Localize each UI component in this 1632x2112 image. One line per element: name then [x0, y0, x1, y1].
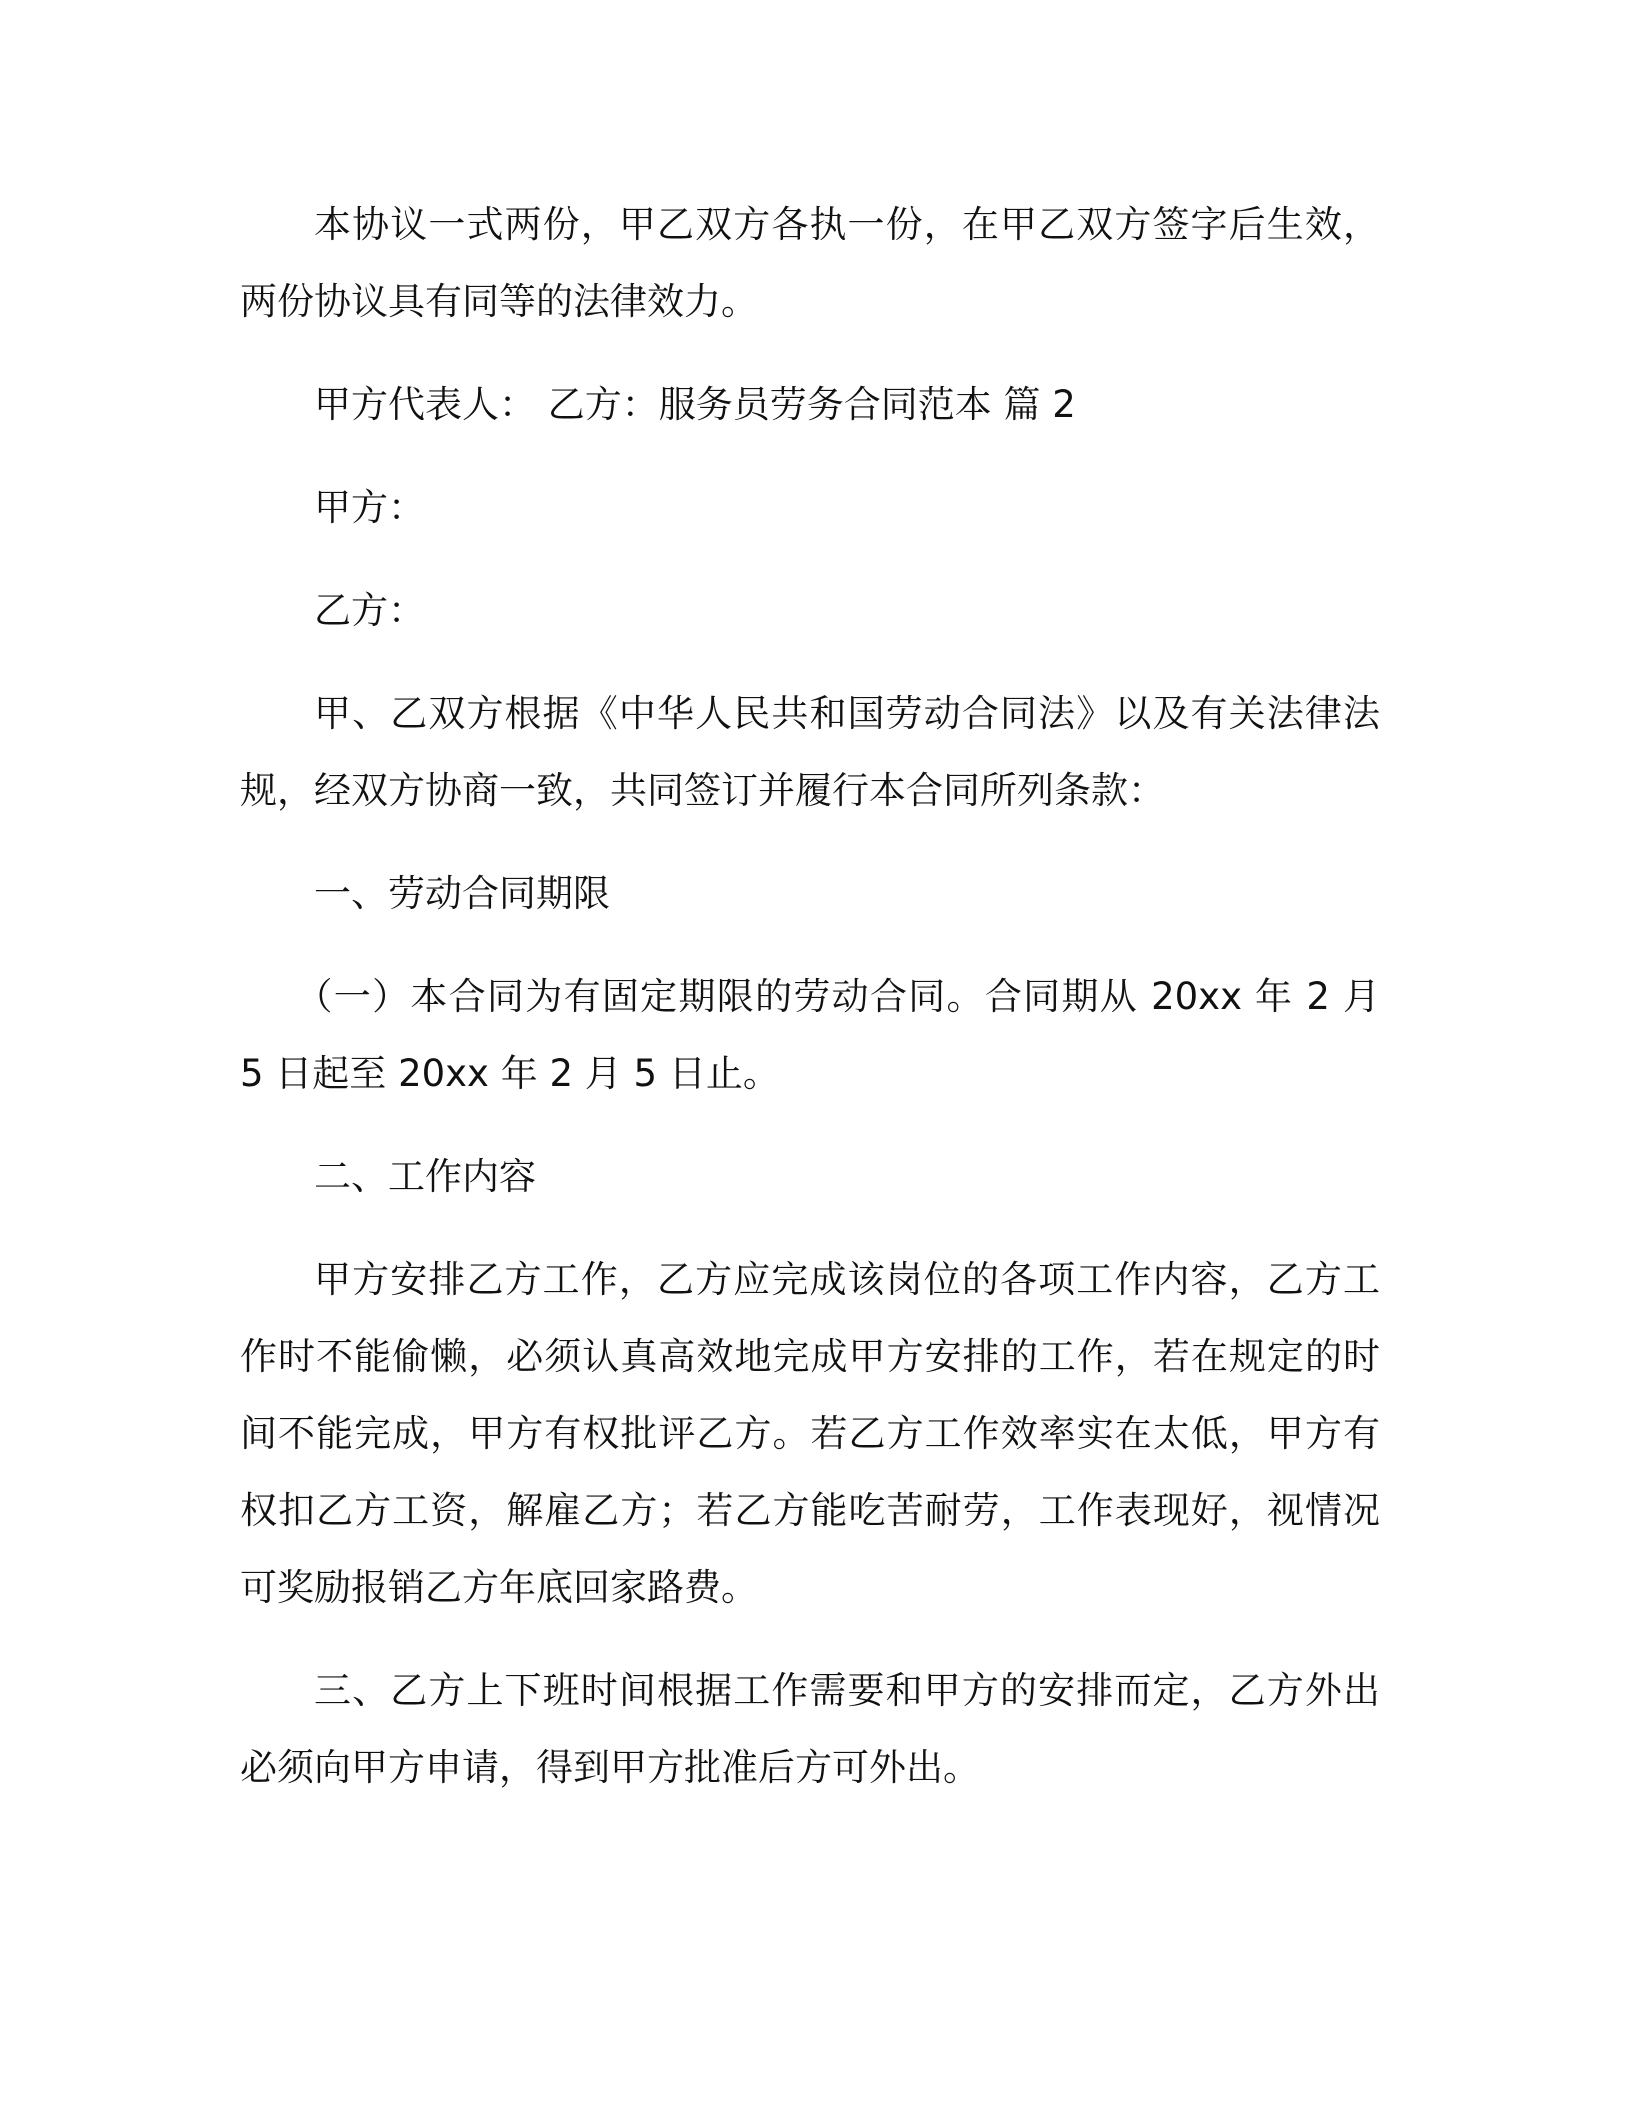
- signature-line: 甲方代表人： 乙方：服务员劳务合同范本 篇 2: [314, 383, 1076, 426]
- party-b-line: 乙方：: [314, 589, 425, 632]
- work-content-paragraph: 甲方安排乙方工作，乙方应完成该岗位的各项工作内容，乙方工作时不能偷懒，必须认真高效地完成甲方安排的工作，若在规定的时间不能完成，甲方有权批评乙方。若乙方工作效率实在太低，甲方有权扣乙方工资，解雇乙方；若乙方能吃苦耐劳，工作表现好，视情况可奖励报销乙方年底回家路费。: [240, 1258, 1380, 1609]
- party-a-line: 甲方：: [314, 486, 425, 529]
- contract-term-paragraph: （一）本合同为有固定期限的劳动合同。合同期从 20xx 年 2 月 5 日起至 20xx 年 2 月 5 日止。: [240, 975, 1380, 1095]
- section-3-paragraph: 三、乙方上下班时间根据工作需要和甲方的安排而定，乙方外出必须向甲方申请，得到甲方批准后方可外出。: [240, 1669, 1380, 1789]
- section-1-heading: 一、劳动合同期限: [314, 872, 610, 915]
- agreement-copies-paragraph: 本协议一式两份，甲乙双方各执一份，在甲乙双方签字后生效，两份协议具有同等的法律效力。: [240, 203, 1380, 323]
- legal-basis-paragraph: 甲、乙双方根据《中华人民共和国劳动合同法》以及有关法律法规，经双方协商一致，共同签订并履行本合同所列条款：: [240, 692, 1380, 812]
- section-2-heading: 二、工作内容: [314, 1155, 536, 1198]
- document-body: [240, 186, 1380, 1806]
